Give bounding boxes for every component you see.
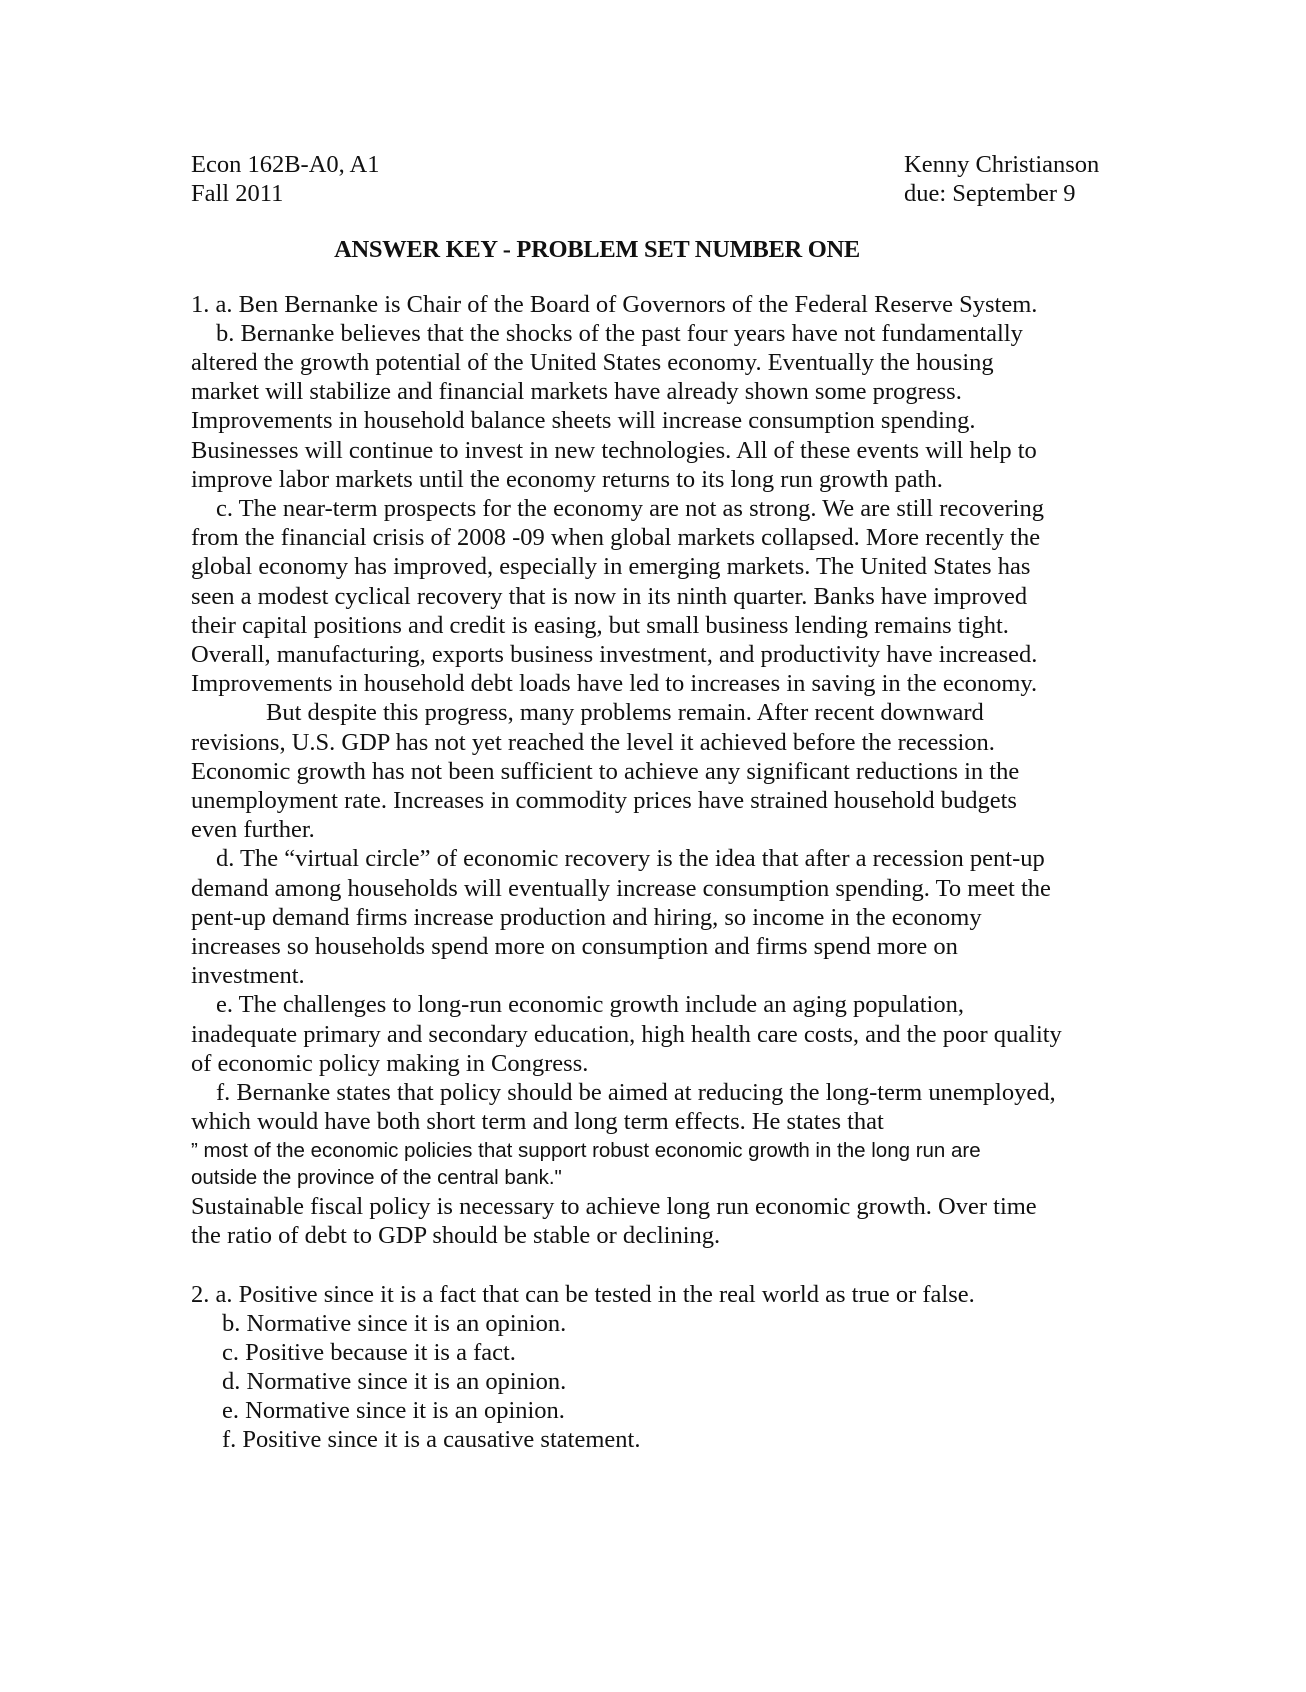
- bernanke-quote: outside the province of the central bank.": [191, 1166, 562, 1189]
- answer-line: Economic growth has not been sufficient to achieve any significant reductions in the: [191, 757, 1020, 785]
- answer-line: their capital positions and credit is easing, but small business lending remains tight.: [191, 611, 1009, 639]
- answer-line: unemployment rate. Increases in commodity prices have strained household budgets: [191, 787, 1017, 815]
- bernanke-quote: ” most of the economic policies that support robust economic growth in the long run are: [191, 1138, 981, 1162]
- question-2: [191, 1280, 1111, 1454]
- answer-2d: d. Normative since it is an opinion.: [222, 1367, 567, 1395]
- answer-line: pent-up demand firms increase production and hiring, so income in the economy: [191, 903, 982, 931]
- question-1: [191, 290, 1111, 1250]
- answer-2a: 2. a. Positive since it is a fact that can be tested in the real world as true or false.: [191, 1280, 975, 1308]
- answer-line: c. The near-term prospects for the economy are not as strong. We are still recovering: [216, 495, 1044, 523]
- answer-line: Improvements in household debt loads have led to increases in saving in the economy.: [191, 670, 1038, 698]
- answer-line: b. Bernanke believes that the shocks of the past four years have not fundamentally: [216, 319, 1023, 347]
- answer-1b: [191, 319, 1111, 494]
- answer-line: improve labor markets until the economy returns to its long run growth path.: [191, 465, 943, 493]
- answer-line: investment.: [191, 962, 305, 990]
- answer-line: e. The challenges to long-run economic growth include an aging population,: [216, 991, 964, 1019]
- answer-2c: c. Positive because it is a fact.: [222, 1338, 516, 1366]
- document-title: ANSWER KEY - PROBLEM SET NUMBER ONE: [334, 236, 860, 264]
- answer-1f: [191, 1078, 1111, 1250]
- answer-line: from the financial crisis of 2008 -09 when global markets collapsed. More recently the: [191, 524, 1041, 552]
- section-gap: [191, 1250, 1111, 1280]
- answer-1d: [191, 844, 1111, 990]
- answer-line: inadequate primary and secondary education, high health care costs, and the poor quality: [191, 1020, 1062, 1048]
- answer-line: demand among households will eventually increase consumption spending. To meet the: [191, 874, 1051, 902]
- answer-line: of economic policy making in Congress.: [191, 1049, 589, 1077]
- answer-1c-continued: [191, 698, 1111, 844]
- answer-line: Businesses will continue to invest in new technologies. All of these events will help to: [191, 436, 1037, 464]
- document-page: [191, 150, 1111, 1454]
- answer-2e: e. Normative since it is an opinion.: [222, 1396, 565, 1424]
- answer-line: Overall, manufacturing, exports business investment, and productivity have increased.: [191, 641, 1038, 669]
- answer-line: Improvements in household balance sheets will increase consumption spending.: [191, 407, 976, 435]
- answer-line: which would have both short term and long term effects. He states that: [191, 1108, 884, 1136]
- term: Fall 2011: [191, 180, 284, 208]
- header-right: [904, 150, 1111, 208]
- answer-line: Sustainable fiscal policy is necessary to achieve long run economic growth. Over time: [191, 1192, 1037, 1220]
- due-date: due: September 9: [904, 180, 1076, 208]
- answer-line: even further.: [191, 816, 315, 844]
- answer-2b: b. Normative since it is an opinion.: [222, 1309, 567, 1337]
- answer-line: seen a modest cyclical recovery that is now in its ninth quarter. Banks have improved: [191, 582, 1028, 610]
- answer-line: But despite this progress, many problems remain. After recent downward: [266, 699, 984, 727]
- answer-line: the ratio of debt to GDP should be stable or declining.: [191, 1221, 721, 1249]
- document-header: [191, 150, 1111, 208]
- course-code: Econ 162B-A0, A1: [191, 151, 380, 178]
- header-left: [191, 150, 380, 208]
- answer-2f: f. Positive since it is a causative statement.: [222, 1425, 641, 1453]
- answer-line: d. The “virtual circle” of economic recovery is the idea that after a recession pent-up: [216, 845, 1045, 873]
- answer-line: global economy has improved, especially in emerging markets. The United States has: [191, 553, 1031, 581]
- answer-line: market will stabilize and financial markets have already shown some progress.: [191, 378, 962, 406]
- answer-line: altered the growth potential of the United States economy. Eventually the housing: [191, 349, 994, 377]
- answer-1a: 1. a. Ben Bernanke is Chair of the Board of Governors of the Federal Reserve System.: [191, 290, 1038, 318]
- instructor-name: Kenny Christianson: [904, 151, 1100, 178]
- answer-1c: [191, 494, 1111, 698]
- answer-line: revisions, U.S. GDP has not yet reached the level it achieved before the recession.: [191, 728, 995, 756]
- answer-line: f. Bernanke states that policy should be aimed at reducing the long-term unemployed,: [216, 1079, 1056, 1107]
- answer-line: increases so households spend more on consumption and firms spend more on: [191, 933, 958, 961]
- answer-1e: [191, 990, 1111, 1078]
